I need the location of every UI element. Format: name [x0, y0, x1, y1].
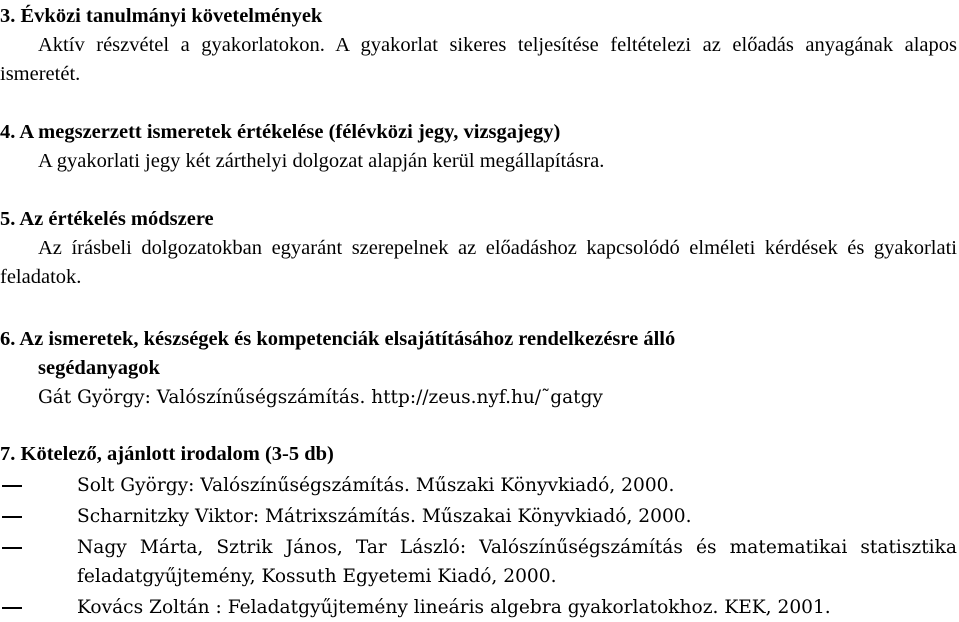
section-7 [0, 440, 957, 622]
section-3-body: Aktív részvétel a gyakorlatokon. A gyakorlat sikeres teljesítése feltételezi az előadás anyagának alapos ismeretét. [0, 34, 957, 85]
dash-bullet-icon [2, 607, 22, 609]
reference-text: Kovács Zoltán : Feladatgyűjtemény lineáris algebra gyakorlatokhoz. KEK, 2001. [77, 597, 831, 618]
section-6-body: Gát György: Valószínűségszámítás. http://zeus.nyf.hu/˜gatgy [38, 387, 603, 408]
reference-list [0, 471, 957, 622]
reference-text: Scharnitzky Viktor: Mátrixszámítás. Műszakai Könyvkiadó, 2000. [77, 506, 692, 527]
reference-item [0, 593, 957, 622]
section-5 [0, 205, 957, 292]
dash-bullet-icon [2, 516, 22, 518]
section-6-heading [0, 325, 957, 383]
reference-text: Nagy Márta, Sztrik János, Tar László: Valószínűségszámítás és matematikai statisztika feladatgyűjtemény, Kossuth Egyetemi Kiadó, 2000. [77, 537, 957, 587]
section-5-heading: 5. Az értékelés módszere [0, 208, 214, 230]
dash-bullet-icon [2, 485, 22, 487]
dash-bullet-icon [2, 547, 22, 549]
section-4 [0, 118, 957, 176]
reference-item [0, 502, 957, 531]
section-4-heading: 4. A megszerzett ismeretek értékelése (félévközi jegy, vizsgajegy) [0, 121, 561, 143]
section-4-body: A gyakorlati jegy két zárthelyi dolgozat alapján kerül megállapításra. [38, 150, 605, 172]
section-3 [0, 2, 957, 89]
section-5-body: Az írásbeli dolgozatokban egyaránt szerepelnek az előadáshoz kapcsolódó elméleti kérdések és gyakorlati feladatok. [0, 237, 957, 288]
reference-item [0, 471, 957, 500]
section-7-heading: 7. Kötelező, ajánlott irodalom (3-5 db) [0, 443, 334, 465]
section-3-heading: 3. Évközi tanulmányi követelmények [0, 5, 323, 27]
reference-item [0, 533, 957, 591]
section-6 [0, 325, 957, 412]
section-6-heading-line2: segédanyagok [38, 357, 160, 379]
reference-text: Solt György: Valószínűségszámítás. Műszaki Könyvkiadó, 2000. [77, 475, 675, 496]
section-6-heading-line1: 6. Az ismeretek, készségek és kompetenciák elsajátításához rendelkezésre álló [0, 328, 676, 350]
